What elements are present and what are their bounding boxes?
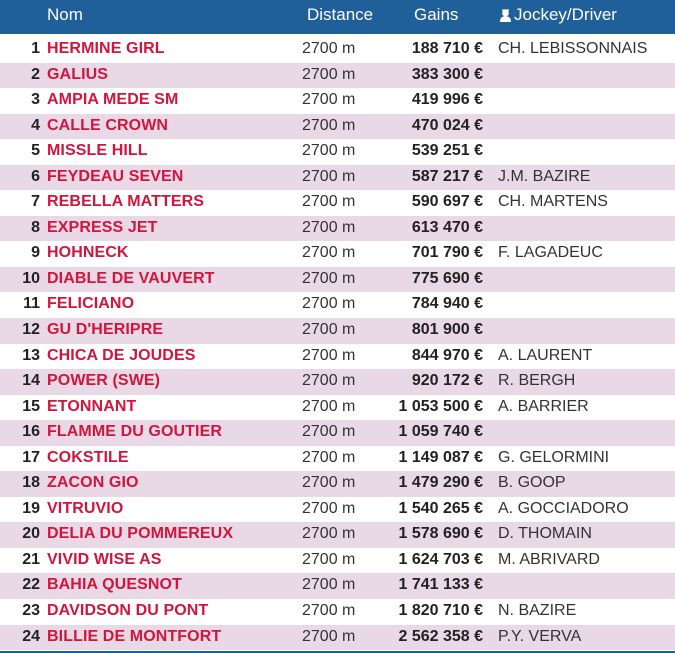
- distance-cell: 2700 m: [302, 40, 356, 57]
- jockey-cell: P.Y. VERVA: [498, 627, 582, 645]
- jockey-cell: B. GOOP: [498, 474, 566, 492]
- horse-name-link[interactable]: DAVIDSON DU PONT: [47, 602, 209, 620]
- distance-cell: 2700 m: [302, 65, 356, 83]
- jockey-cap-icon: [498, 8, 513, 23]
- jockey-cell: M. ABRIVARD: [498, 550, 600, 568]
- rank-cell: 13: [22, 346, 40, 364]
- horse-name-link[interactable]: GALIUS: [47, 65, 109, 83]
- horse-name-link[interactable]: ZACON GIO: [47, 474, 139, 492]
- distance-cell: 2700 m: [302, 116, 356, 134]
- jockey-cell: J.M. BAZIRE: [498, 167, 591, 185]
- gains-cell: 701 790 €: [411, 244, 483, 262]
- gains-cell: 1 624 703 €: [398, 550, 483, 568]
- gains-cell: 775 690 €: [411, 269, 483, 287]
- distance-cell: 2700 m: [302, 576, 356, 594]
- gains-cell: 590 697 €: [411, 193, 483, 211]
- table-row[interactable]: [0, 216, 675, 242]
- distance-cell: 2700 m: [302, 499, 356, 517]
- rank-cell: 6: [31, 167, 40, 185]
- horse-name-link[interactable]: HOHNECK: [47, 244, 129, 262]
- horse-name-link[interactable]: BAHIA QUESNOT: [47, 576, 182, 594]
- horse-name-link[interactable]: FELICIANO: [47, 295, 135, 313]
- rank-cell: 23: [22, 602, 40, 620]
- horse-name-link[interactable]: CALLE CROWN: [47, 116, 169, 134]
- jockey-cell: CH. MARTENS: [498, 193, 608, 211]
- gains-cell: 920 172 €: [411, 372, 483, 390]
- jockey-cell: F. LAGADEUC: [498, 244, 603, 262]
- gains-cell: 1 741 133 €: [398, 576, 483, 594]
- distance-cell: 2700 m: [302, 602, 356, 620]
- rank-cell: 18: [22, 474, 40, 492]
- rank-cell: 22: [22, 576, 40, 594]
- jockey-cell: G. GELORMINI: [498, 448, 610, 466]
- rank-cell: 7: [31, 193, 40, 211]
- distance-cell: 2700 m: [302, 321, 356, 339]
- rank-cell: 19: [22, 499, 40, 517]
- rank-cell: 12: [22, 321, 40, 339]
- distance-cell: 2700 m: [302, 474, 356, 492]
- table-row[interactable]: [0, 63, 675, 89]
- distance-cell: 2700 m: [302, 167, 356, 185]
- horse-name-link[interactable]: MISSLE HILL: [47, 142, 148, 160]
- gains-cell: 470 024 €: [411, 116, 483, 134]
- table-row[interactable]: [0, 37, 675, 63]
- horse-name-link[interactable]: CHICA DE JOUDES: [47, 346, 196, 364]
- table-row[interactable]: [0, 190, 675, 216]
- distance-cell: 2700 m: [302, 397, 356, 415]
- rank-cell: 2: [31, 65, 40, 83]
- horse-name-link[interactable]: DIABLE DE VAUVERT: [47, 269, 215, 287]
- distance-cell: 2700 m: [302, 627, 356, 645]
- table-row[interactable]: [0, 522, 675, 548]
- jockey-cell: R. BERGH: [498, 372, 576, 390]
- horse-name-link[interactable]: VIVID WISE AS: [47, 550, 162, 568]
- rank-cell: 10: [22, 269, 40, 287]
- rank-cell: 1: [31, 40, 40, 57]
- rank-cell: 21: [22, 550, 40, 568]
- rank-cell: 14: [22, 372, 40, 390]
- jockey-cell: A. LAURENT: [498, 346, 593, 364]
- distance-cell: 2700 m: [302, 91, 356, 109]
- jockey-header-label: Jockey/Driver: [514, 5, 617, 24]
- distance-cell: 2700 m: [302, 448, 356, 466]
- horse-name-link[interactable]: DELIA DU POMMEREUX: [47, 525, 234, 543]
- gains-cell: 383 300 €: [411, 65, 483, 83]
- gains-cell: 1 578 690 €: [398, 525, 483, 543]
- rank-cell: 16: [22, 423, 40, 441]
- gains-cell: 539 251 €: [411, 142, 483, 160]
- table-row[interactable]: [0, 292, 675, 318]
- rank-cell: 11: [23, 295, 40, 313]
- distance-cell: 2700 m: [302, 346, 356, 364]
- table-body: [0, 37, 675, 650]
- horse-name-link[interactable]: FEYDEAU SEVEN: [47, 167, 184, 185]
- table-row[interactable]: [0, 548, 675, 574]
- column-header-jockey[interactable]: [498, 5, 617, 25]
- horse-name-link[interactable]: VITRUVIO: [47, 499, 124, 517]
- distance-cell: 2700 m: [302, 525, 356, 543]
- horse-name-link[interactable]: FLAMME DU GOUTIER: [47, 423, 223, 441]
- gains-cell: 613 470 €: [411, 218, 483, 236]
- gains-cell: 587 217 €: [411, 167, 483, 185]
- jockey-cell: A. GOCCIADORO: [498, 499, 629, 517]
- table-row[interactable]: [0, 344, 675, 370]
- gains-cell: 1 053 500 €: [398, 397, 483, 415]
- column-header-distance[interactable]: Distance: [307, 5, 374, 24]
- gains-cell: 1 820 710 €: [398, 602, 483, 620]
- table-row[interactable]: [0, 625, 675, 651]
- gains-cell: 419 996 €: [411, 91, 483, 109]
- gains-cell: 1 479 290 €: [398, 474, 483, 492]
- horse-name-link[interactable]: COKSTILE: [47, 448, 129, 466]
- rank-cell: 9: [31, 244, 40, 262]
- rank-cell: 4: [31, 116, 40, 134]
- table-row[interactable]: [0, 420, 675, 446]
- rank-cell: 24: [22, 627, 40, 645]
- rank-cell: 20: [22, 525, 40, 543]
- distance-cell: 2700 m: [302, 295, 356, 313]
- horse-name-link[interactable]: REBELLA MATTERS: [47, 193, 205, 211]
- gains-cell: 784 940 €: [411, 295, 483, 313]
- gains-cell: 844 970 €: [411, 346, 483, 364]
- horse-name-link[interactable]: POWER (SWE): [47, 372, 161, 390]
- table-header: [0, 0, 675, 34]
- horse-name-link[interactable]: EXPRESS JET: [47, 218, 158, 236]
- table-row[interactable]: [0, 318, 675, 344]
- distance-cell: 2700 m: [302, 193, 356, 211]
- horse-name-link[interactable]: GU D'HERIPRE: [47, 321, 164, 339]
- distance-cell: 2700 m: [302, 244, 356, 262]
- table-row[interactable]: [0, 573, 675, 599]
- table-row[interactable]: [0, 395, 675, 421]
- horse-name-link[interactable]: BILLIE DE MONTFORT: [47, 627, 222, 645]
- table-row[interactable]: [0, 267, 675, 293]
- table-row[interactable]: [0, 446, 675, 472]
- gains-cell: 2 562 358 €: [398, 627, 483, 645]
- gains-cell: 1 540 265 €: [398, 499, 483, 517]
- distance-cell: 2700 m: [302, 269, 356, 287]
- column-header-nom[interactable]: Nom: [47, 5, 83, 24]
- gains-cell: 188 710 €: [411, 40, 483, 57]
- table-row[interactable]: [0, 241, 675, 267]
- distance-cell: 2700 m: [302, 218, 356, 236]
- rank-cell: 5: [31, 142, 40, 160]
- jockey-cell: A. BARRIER: [498, 397, 589, 415]
- table-row[interactable]: [0, 88, 675, 114]
- gains-cell: 1 059 740 €: [398, 423, 483, 441]
- table-row[interactable]: [0, 369, 675, 395]
- distance-cell: 2700 m: [302, 550, 356, 568]
- rank-cell: 15: [22, 397, 40, 415]
- table-row[interactable]: [0, 471, 675, 497]
- jockey-cell: D. THOMAIN: [498, 525, 592, 543]
- distance-cell: 2700 m: [302, 423, 356, 441]
- table-row[interactable]: [0, 139, 675, 165]
- column-header-gains[interactable]: Gains: [414, 5, 459, 24]
- jockey-cell: CH. LEBISSONNAIS: [498, 40, 648, 57]
- table-row[interactable]: [0, 114, 675, 140]
- horse-name-link[interactable]: HERMINE GIRL: [47, 40, 165, 57]
- table-row[interactable]: [0, 165, 675, 191]
- horse-name-link[interactable]: AMPIA MEDE SM: [47, 91, 179, 109]
- distance-cell: 2700 m: [302, 372, 356, 390]
- horse-name-link[interactable]: ETONNANT: [47, 397, 137, 415]
- table-row[interactable]: [0, 599, 675, 625]
- rank-cell: 3: [31, 91, 40, 109]
- rank-cell: 17: [22, 448, 40, 466]
- gains-cell: 1 149 087 €: [398, 448, 483, 466]
- distance-cell: 2700 m: [302, 142, 356, 160]
- table-row[interactable]: [0, 497, 675, 523]
- jockey-cell: N. BAZIRE: [498, 602, 577, 620]
- gains-cell: 801 900 €: [411, 321, 483, 339]
- rank-cell: 8: [31, 218, 40, 236]
